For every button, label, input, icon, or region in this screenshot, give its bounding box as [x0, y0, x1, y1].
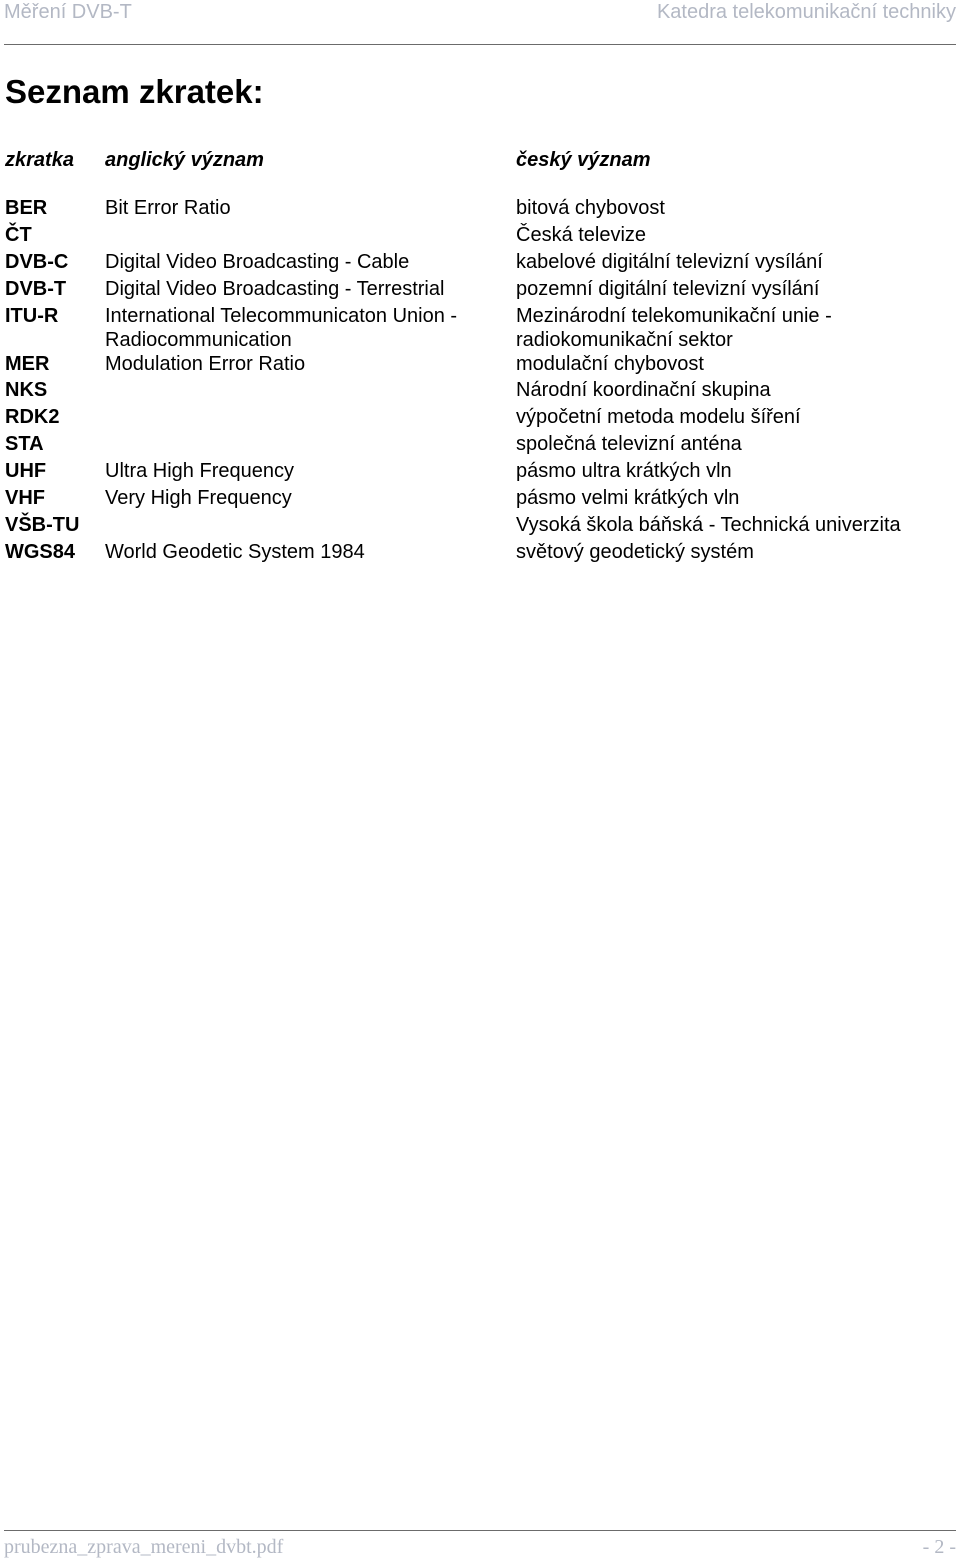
abbreviation-cell: NKS: [5, 379, 48, 402]
column-header-abbreviation: zkratka: [5, 149, 74, 171]
footer-page-number: - 2 -: [922, 1536, 956, 1558]
table-row: [5, 277, 955, 304]
english-meaning-cell: Very High Frequency: [105, 487, 292, 510]
table-row: [5, 432, 955, 459]
abbreviation-cell: DVB-T: [5, 277, 67, 300]
column-header-english: anglický význam: [105, 149, 264, 171]
page-footer: [4, 1530, 956, 1562]
header-department: Katedra telekomunikační techniky: [656, 1, 956, 23]
table-row: [5, 459, 955, 486]
footer-filename: prubezna_zprava_mereni_dvbt.pdf: [4, 1536, 284, 1558]
czech-meaning-cell: společná televizní anténa: [516, 433, 742, 456]
english-meaning-cell: International Telecommunicaton Union - Radiocommunication: [105, 304, 458, 351]
table-row: [5, 486, 955, 513]
czech-meaning-cell: světový geodetický systém: [516, 540, 754, 563]
table-row: [5, 304, 955, 352]
table-row: [5, 196, 955, 223]
czech-meaning-cell: výpočetní metoda modelu šíření: [516, 406, 801, 429]
abbreviation-cell: UHF: [5, 460, 47, 483]
czech-meaning-cell: bitová chybovost: [516, 197, 665, 219]
table-row: [5, 378, 955, 405]
czech-meaning-cell: Vysoká škola báňská - Technická univerzita: [516, 513, 901, 536]
abbreviation-cell: WGS84: [5, 540, 76, 563]
czech-meaning-cell: Česká televize: [516, 223, 647, 246]
table-row: [5, 540, 955, 567]
abbreviation-cell: VŠB-TU: [5, 513, 80, 536]
table-row: [5, 250, 955, 277]
abbreviation-cell: STA: [5, 433, 44, 456]
czech-meaning-cell: Mezinárodní telekomunikační unie - radiokomunikační sektor: [516, 304, 832, 351]
table-rows: [5, 196, 955, 567]
column-header-czech: český význam: [516, 149, 651, 171]
abbreviation-cell: MER: [5, 352, 50, 375]
abbreviation-cell: VHF: [5, 487, 45, 510]
table-row: [5, 513, 955, 540]
czech-meaning-cell: Národní koordinační skupina: [516, 379, 771, 402]
czech-meaning-cell: pásmo velmi krátkých vln: [516, 487, 740, 510]
page-header: [4, 0, 956, 45]
english-meaning-cell: Modulation Error Ratio: [105, 352, 306, 375]
czech-meaning-cell: kabelové digitální televizní vysílání: [516, 250, 823, 273]
abbreviation-cell: DVB-C: [5, 250, 69, 273]
table-row: [5, 405, 955, 432]
abbreviation-cell: BER: [5, 197, 48, 219]
english-meaning-cell: Digital Video Broadcasting - Terrestrial: [105, 277, 445, 300]
abbreviation-cell: ČT: [5, 223, 32, 246]
table-row: [5, 352, 955, 379]
abbreviation-cell: RDK2: [5, 406, 60, 429]
table-row: [5, 223, 955, 250]
english-meaning-cell: Digital Video Broadcasting - Cable: [105, 250, 410, 273]
english-meaning-cell: Ultra High Frequency: [105, 460, 294, 483]
czech-meaning-cell: pozemní digitální televizní vysílání: [516, 277, 820, 300]
czech-meaning-cell: pásmo ultra krátkých vln: [516, 460, 732, 483]
english-meaning-cell: Bit Error Ratio: [105, 197, 231, 219]
page-title: Seznam zkratek:: [5, 73, 264, 110]
abbreviation-cell: ITU-R: [5, 304, 59, 327]
header-document-title: Měření DVB-T: [4, 1, 132, 23]
english-meaning-cell: World Geodetic System 1984: [105, 540, 365, 563]
czech-meaning-cell: modulační chybovost: [516, 352, 704, 375]
